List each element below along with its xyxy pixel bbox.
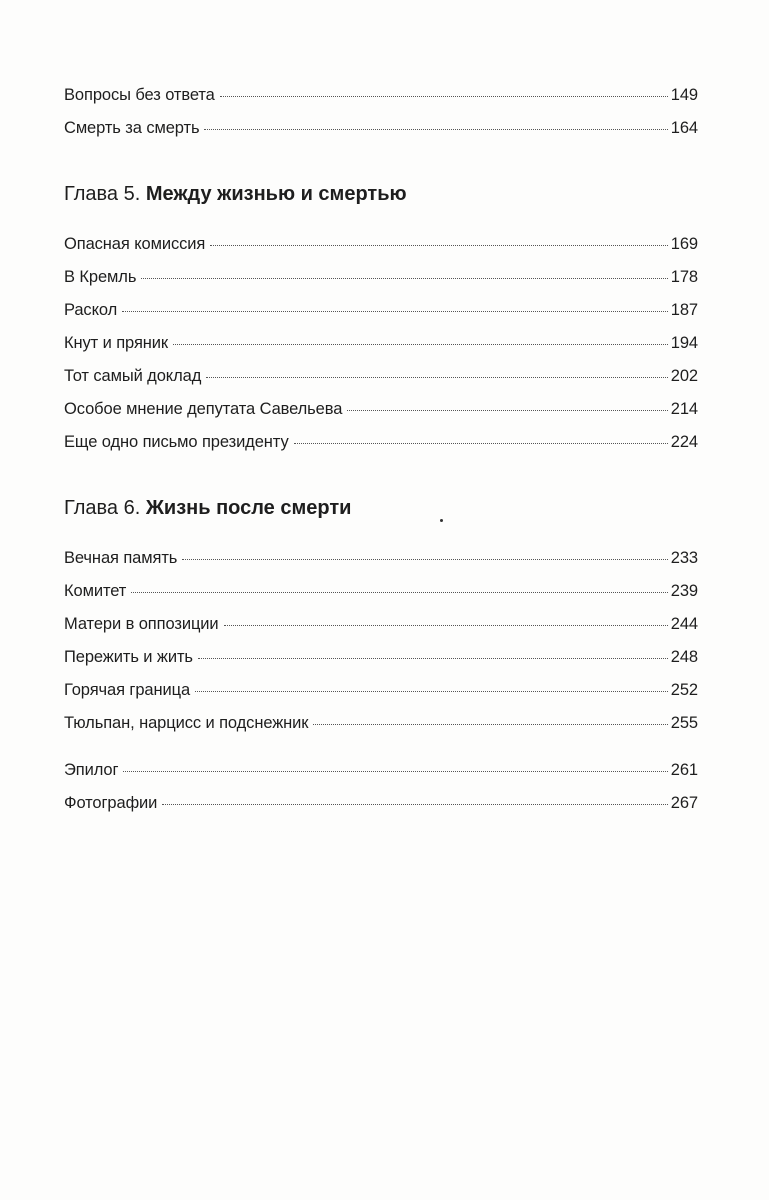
dot-leader xyxy=(122,311,668,312)
dot-leader xyxy=(195,691,668,692)
chapter-heading xyxy=(64,183,698,217)
dot-leader xyxy=(206,377,668,378)
dot-leader xyxy=(198,658,668,659)
toc-back-matter xyxy=(64,761,698,827)
entry-page-number: 164 xyxy=(670,119,698,137)
entry-page-number: 194 xyxy=(670,334,698,352)
entry-title: Вопросы без ответа xyxy=(64,86,215,104)
toc-entry xyxy=(64,334,698,367)
entry-page-number: 178 xyxy=(670,268,698,286)
entry-title: Пережить и жить xyxy=(64,648,193,666)
toc-entry xyxy=(64,301,698,334)
toc-entry xyxy=(64,549,698,582)
dot-leader xyxy=(173,344,668,345)
chapter-heading xyxy=(64,497,698,531)
dot-leader xyxy=(313,724,667,725)
entry-page-number: 187 xyxy=(670,301,698,319)
entry-page-number: 214 xyxy=(670,400,698,418)
toc-entry xyxy=(64,714,698,747)
dot-leader xyxy=(210,245,668,246)
toc-section-top xyxy=(64,86,698,152)
toc-entry xyxy=(64,268,698,301)
entry-page-number: 224 xyxy=(670,433,698,451)
entry-page-number: 261 xyxy=(670,761,698,779)
toc-chapter-6 xyxy=(64,497,698,747)
toc-entry xyxy=(64,119,698,152)
entry-title: Комитет xyxy=(64,582,127,600)
entry-page-number: 233 xyxy=(670,549,698,567)
entry-title: Кнут и пряник xyxy=(64,334,169,352)
entry-page-number: 244 xyxy=(670,615,698,633)
entry-title: Особое мнение депутата Савельева xyxy=(64,400,343,418)
entry-title: В Кремль xyxy=(64,268,137,286)
entry-page-number: 202 xyxy=(670,367,698,385)
entry-title: Горячая граница xyxy=(64,681,191,699)
toc-chapter-5 xyxy=(64,183,698,466)
entry-title: Эпилог xyxy=(64,761,119,779)
toc-entry xyxy=(64,86,698,119)
dot-leader xyxy=(123,771,667,772)
entry-title: Матери в оппозиции xyxy=(64,615,219,633)
dot-leader xyxy=(182,559,667,560)
entry-page-number: 149 xyxy=(670,86,698,104)
chapter-number: Глава 5. xyxy=(64,183,146,205)
entry-title: Тюльпан, нарцисс и подснежник xyxy=(64,714,309,732)
toc-entry xyxy=(64,681,698,714)
entry-title: Опасная комиссия xyxy=(64,235,206,253)
toc-entry xyxy=(64,582,698,615)
toc-entry xyxy=(64,400,698,433)
chapter-title: Между жизнью и смертью xyxy=(145,183,407,205)
toc-entry xyxy=(64,235,698,268)
toc-entry xyxy=(64,761,698,794)
chapter-title: Жизнь после смерти xyxy=(145,497,352,519)
entry-page-number: 169 xyxy=(670,235,698,253)
table-of-contents xyxy=(64,86,698,827)
entry-title: Тот самый доклад xyxy=(64,367,202,385)
dot-leader xyxy=(162,804,667,805)
entry-title: Раскол xyxy=(64,301,118,319)
entry-page-number: 252 xyxy=(670,681,698,699)
dot-leader xyxy=(131,592,668,593)
entry-title: Фотографии xyxy=(64,794,158,812)
entry-page-number: 255 xyxy=(670,714,698,732)
print-speck xyxy=(440,519,443,522)
toc-entry xyxy=(64,648,698,681)
entry-title: Вечная память xyxy=(64,549,178,567)
entry-title: Еще одно письмо президенту xyxy=(64,433,289,451)
dot-leader xyxy=(294,443,668,444)
dot-leader xyxy=(347,410,667,411)
entry-title: Смерть за смерть xyxy=(64,119,200,137)
entry-page-number: 267 xyxy=(670,794,698,812)
dot-leader xyxy=(224,625,668,626)
toc-entry xyxy=(64,615,698,648)
toc-entry xyxy=(64,433,698,466)
entry-page-number: 248 xyxy=(670,648,698,666)
entry-page-number: 239 xyxy=(670,582,698,600)
dot-leader xyxy=(220,96,668,97)
dot-leader xyxy=(204,129,667,130)
toc-entry xyxy=(64,794,698,827)
dot-leader xyxy=(141,278,667,279)
chapter-number: Глава 6. xyxy=(64,497,146,519)
toc-entry xyxy=(64,367,698,400)
